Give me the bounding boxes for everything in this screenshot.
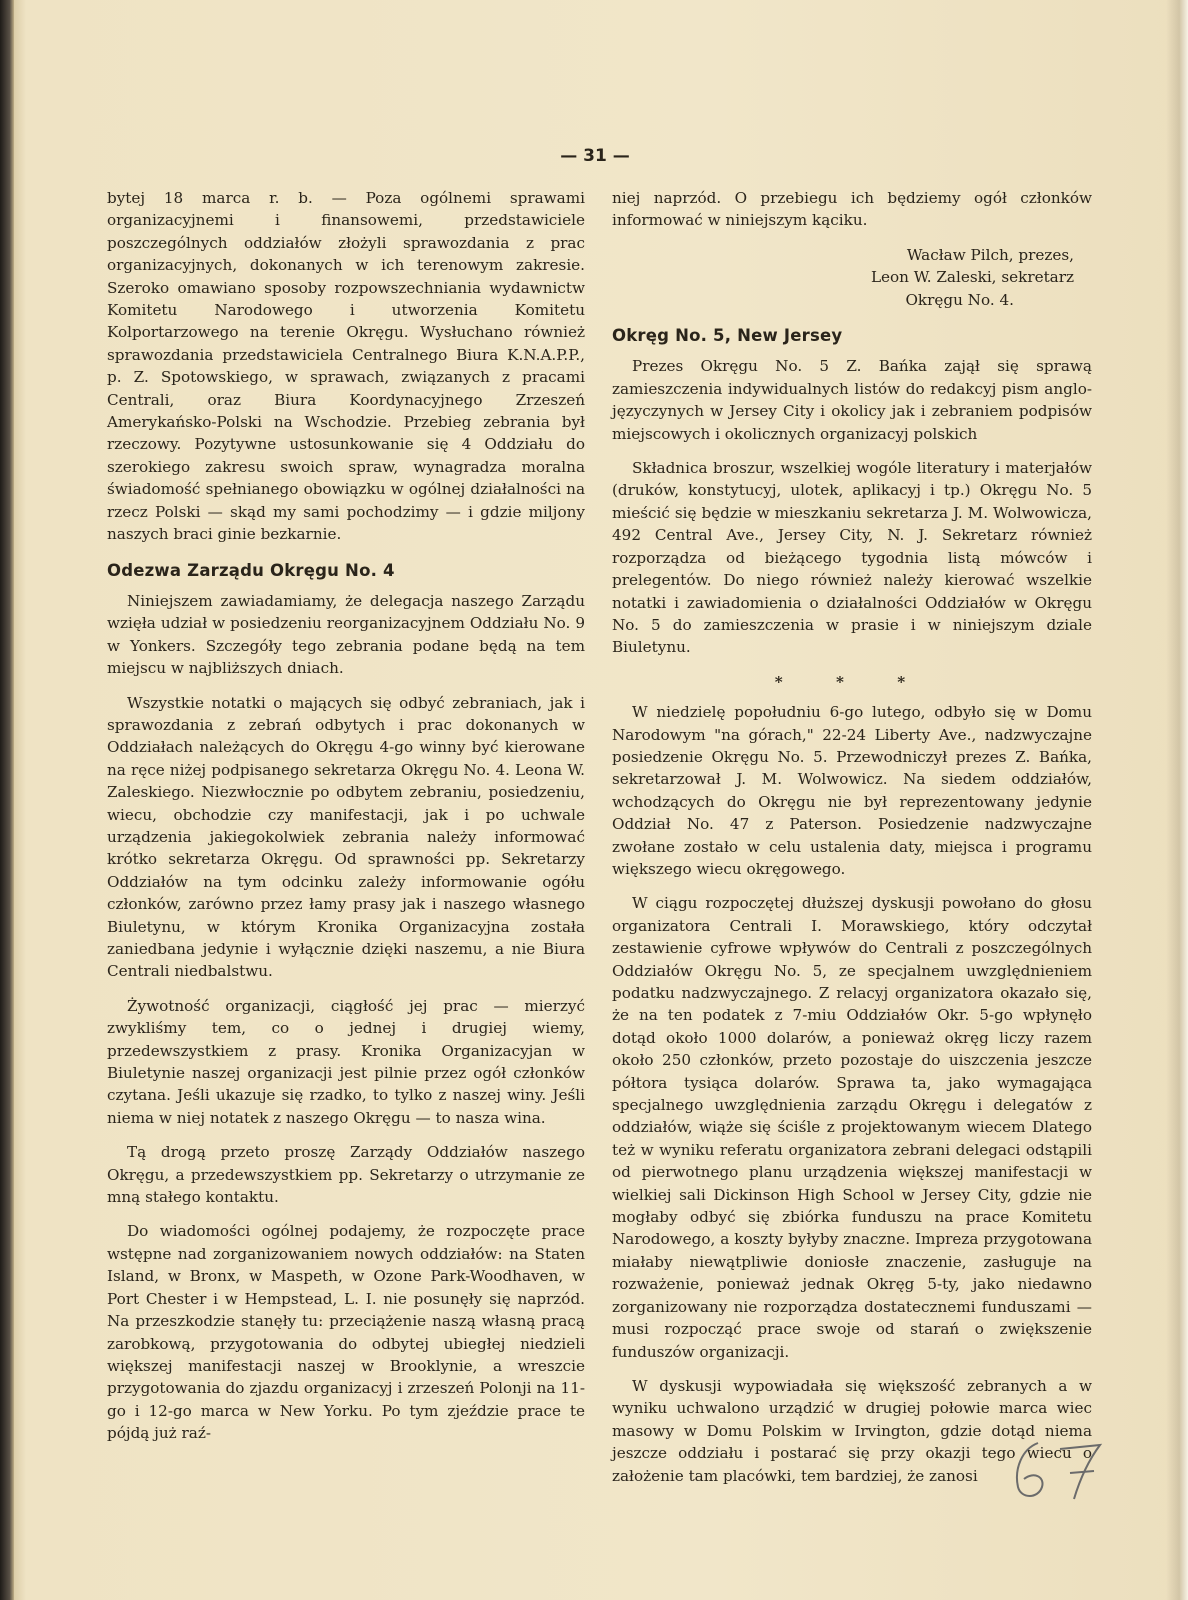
right-column — [612, 187, 1092, 1499]
paragraph: Tą drogą przeto proszę Zarządy Oddziałów naszego Okręgu, a przedewszystkiem pp. Sekretarzy o utrzymanie ze mną stałego kontaktu. — [107, 1143, 585, 1207]
paragraph: W ciągu rozpoczętej dłuższej dyskusji powołano do głosu organizatora Centrali I. Morawskiego, który odczytał zestawienie cyfrowe wpływów do Centrali z poszczególnych Oddziałów Okręgu No. 5, ze specjalnem uwzględnieniem podatku nadzwyczajnego. Z relacyj organizatora okazało się, że na ten podatek z 7-miu Oddziałów Okr. 5-go wpłynęło dotąd około 1000 dolarów, a ponieważ okręg liczy razem około 250 członków, przeto pozostaje do uiszczenia jeszcze półtora tysiąca dolarów. Sprawa ta, jako wymagająca specjalnego uwzględnienia zarządu Okręgu i delegatów z oddziałów, wiąże się ściśle z projektowanym wiecem Dlatego też w wyniku referatu organizatora zebrani delegaci odstąpili od pierwotnego planu urządzenia większej manifestacji w wielkiej sali Dickinson High School w Jersey City, gdzie nie mogłaby odbyć się zbiórka funduszu na prace Komitetu Narodowego, a koszty byłyby znaczne. Impreza przygotowana miałaby niewątpliwie doniosłe znaczenie, zasługuje na rozważenie, ponieważ jednak Okręg 5-ty, jako niedawno zorganizowany nie rozporządza dostatecznemi funduszami — musi rozpocząć prace swoje od starań o zwiększenie funduszów organizacji. — [612, 894, 1092, 1361]
handwritten-page-number — [1008, 1435, 1118, 1505]
page-edge-shadow — [1166, 0, 1188, 1600]
signature-line: Okręgu No. 4. — [905, 290, 1014, 309]
paragraph: Żywotność organizacji, ciągłość jej prac — mierzyć zwykliśmy tem, co o jednej i drugiej wiemy, przedewszystkiem z prasy. Kronika Organizacyjan w Biuletynie naszej organizacji jest pilnie przez ogół członków czytana. Jeśli ukazuje się rzadko, to tylko z naszej winy. Jeśli niema w niej notatek z naszego Okręgu — to nasza wina. — [107, 996, 585, 1127]
paragraph: W niedzielę popołudniu 6-go lutego, odbyło się w Domu Narodowym "na górach," 22-24 Liberty Ave., nadzwyczajne posiedzenie Okręgu No. 5. Przewodniczył prezes Z. Bańka, sekretarzował J. M. Wolwowicz. Na siedem oddziałów, wchodzących do Okręgu nie był reprezentowany jedynie Oddział No. 47 z Paterson. Posiedzenie nadzwyczajne zwołane zostało w celu ustalenia daty, miejsca i programu większego wiecu okręgowego. — [612, 703, 1092, 878]
paragraph: Składnica broszur, wszelkiej wogóle literatury i materjałów (druków, konstytucyj, ulotek, aplikacyj i tp.) Okręgu No. 5 mieścić się będzie w mieszkaniu sekretarza J. M. Wolwowicza, 492 Central Ave., Jersey City, N. J. Sekretarz również rozporządza od bieżącego tygodnia listą mówców i prelegentów. Do niego również należy kierować wszelkie notatki i zawiadomienia o działalności Oddziałów w Okręgu No. 5 do zamieszczenia w prasie i w niniejszym dziale Biuletynu. — [612, 459, 1092, 657]
paragraph: Niniejszem zawiadamiamy, że delegacja naszego Zarządu wzięła udział w posiedzeniu reorganizacyjnem Oddziału No. 9 w Yonkers. Szczegóły tego zebrania podane będą na tem miejscu w najbliższych dniach. — [107, 591, 585, 678]
section-separator: * * * — [774, 672, 930, 691]
page-number: — 31 — — [560, 146, 630, 166]
paragraph: Do wiadomości ogólnej podajemy, że rozpoczęte prace wstępne nad zorganizowaniem nowych oddziałów: na Staten Island, w Bronx, w Maspeth, w Ozone Park-Woodhaven, w Port Chester i w Hempstead, L. I. nie posunęły się naprzód. Na przeszkodzie stanęły tu: przeciążenie naszą własną pracą zarobkową, przygotowania do odbytej ubiegłej niedzieli większej manifestacji naszej w Brooklynie, a wreszcie przygotowania do zjazdu organizacyj i zrzeszeń Polonji na 11-go i 12-go marca w New Yorku. Po tym zjeździe prace te pójdą już raź- — [107, 1222, 585, 1443]
signature-block — [612, 244, 1092, 311]
left-column — [107, 187, 585, 1457]
binding-spine — [0, 0, 14, 1600]
signature-line: Wacław Pilch, prezes, — [906, 245, 1074, 264]
paragraph: bytej 18 marca r. b. — Poza ogólnemi sprawami organizacyjnemi i finansowemi, przedstawiciele poszczególnych oddziałów złożyli sprawozdania z prac organizacyjnych, dokonanych w ich terenowym zakresie. Szeroko omawiano sposoby rozpowszechniania wydawnictw Komitetu Narodowego i utworzenia Komitetu Kolportarzowego na terenie Okręgu. Wysłuchano również sprawozdania przedstawiciela Centralnego Biura K.N.A.P.P., p. Z. Spotowskiego, w sprawach, związanych z pracami Centrali, oraz Biura Koordynacyjnego Zrzeszeń Amerykańsko-Polski na Wschodzie. Przebieg zebrania był rzeczowy. Pozytywne ustosunkowanie się 4 Oddziału do szerokiego zakresu swoich spraw, wynagradza moralna świadomość spełnianego obowiązku w ogólnej działalności na rzecz Polski — skąd my sami pochodzimy — i gdzie miljony naszych braci ginie bezkarnie. — [107, 189, 585, 544]
signature-line: Leon W. Zaleski, sekretarz — [870, 268, 1074, 287]
section-heading: Okręg No. 5, New Jersey — [612, 326, 843, 346]
paragraph: niej naprzód. O przebiegu ich będziemy ogół członków informować w niniejszym kąciku. — [612, 189, 1092, 230]
section-heading: Odezwa Zarządu Okręgu No. 4 — [107, 560, 395, 580]
paragraph: W dyskusji wypowiadała się większość zebranych a w wyniku uchwalono urządzić w drugiej połowie marca wiec masowy w Domu Polskim w Irvington, gdzie dotąd niema jeszcze oddziału i postarać się przy okazji tego wiecu o założenie tam placówki, tem bardziej, że zanosi — [612, 1376, 1092, 1485]
paragraph: Prezes Okręgu No. 5 Z. Bańka zajął się sprawą zamieszczenia indywidualnych listów do redakcyj pism anglo-języczynych w Jersey City i okolicy jak i zebraniem podpisów miejscowych i okolicznych organizacyj polskich — [612, 357, 1092, 443]
paragraph: Wszystkie notatki o mających się odbyć zebraniach, jak i sprawozdania z zebrań odbytych i prac dokonanych w Oddziałach należących do Okręgu 4-go winny być kierowane na ręce niżej podpisanego sekretarza Okręgu No. 4. Leona W. Zaleskiego. Niezwłocznie po odbytem zebraniu, posiedzeniu, wiecu, obchodzie czy manifestacji, jak i po uchwale urządzenia jakiegokolwiek zebrania należy informować krótko sekretarza Okręgu. Od sprawności pp. Sekretarzy Oddziałów na tym odcinku zależy informowanie ogółu członków, zarówno przez łamy prasy jak i naszego własnego Biuletynu, w którym Kronika Organizacyjna została zaniedbana jedynie i wyłącznie dzięki naszemu, a nie Biura Centrali niedbalstwu. — [107, 693, 585, 981]
